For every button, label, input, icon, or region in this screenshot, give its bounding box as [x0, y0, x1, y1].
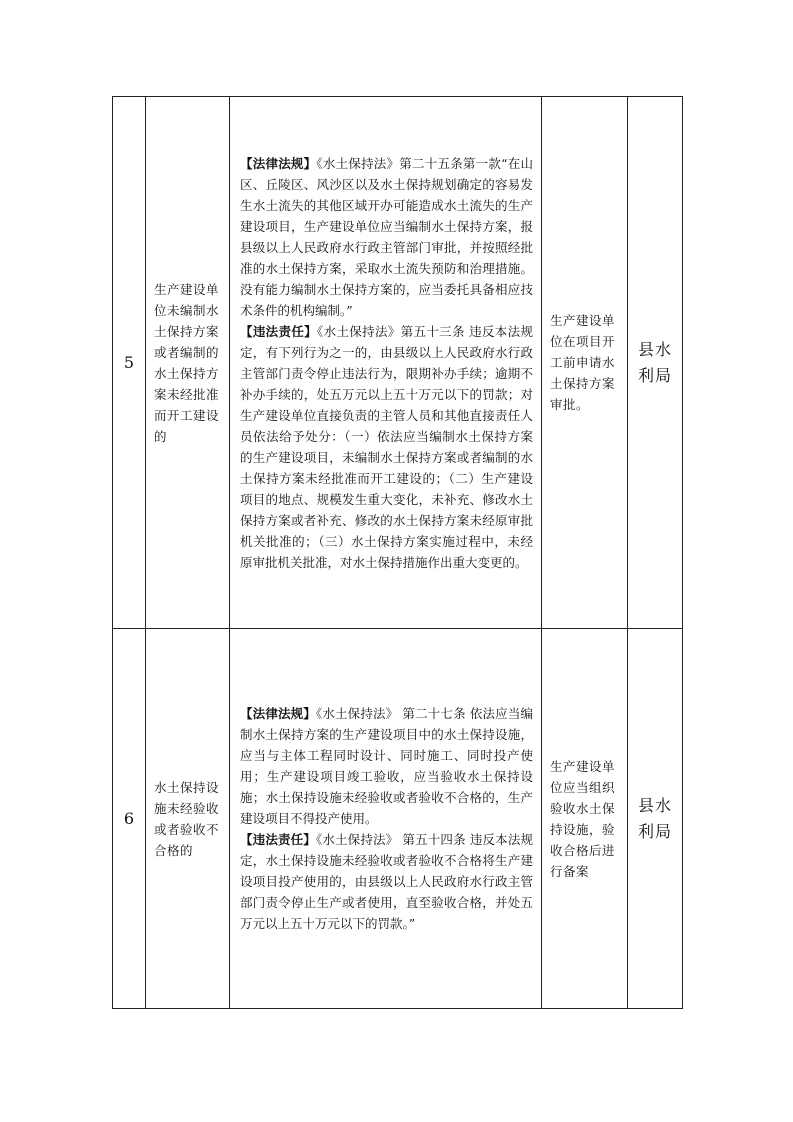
- legal-basis-cell: [230, 629, 542, 1009]
- legal-basis-cell: [230, 97, 542, 629]
- violation-item: 生产建设单位未编制水土保持方案或者编制的水土保持方案未经批准而开工建设的: [146, 97, 230, 629]
- requirement-cell: 生产建设单位在项目开工前申请水土保持方案审批。: [542, 97, 628, 629]
- department-cell: 县水利局: [628, 97, 683, 629]
- violation-item: 水土保持设施未经验收或者验收不合格的: [146, 629, 230, 1009]
- liability-paragraph: [240, 321, 533, 573]
- liability-tag: 【违法责任】: [240, 323, 318, 339]
- law-tag: 【法律法规】: [240, 706, 316, 721]
- table-row: [113, 629, 683, 1009]
- regulation-table: [112, 96, 683, 1009]
- law-text: 《水土保持法》第二十五条第一款“在山区、丘陵区、风沙区以及水土保持规划确定的容易发生水土流失的其他区域开办可能造成水土流失的生产建设项目，生产建设单位应当编制水土保持方案，报县级以上人民政府水行政主管部门审批，并按照经批准的水土保持方案，采取水土流失预防和治理措施。没有能力编制水土保持方案的，应当委托具备相应技术条件的机构编制。”: [240, 155, 533, 318]
- law-tag: 【法律法规】: [240, 155, 317, 171]
- liability-paragraph: [240, 829, 533, 934]
- liability-text: 《水土保持法》第五十三条 违反本法规定，有下列行为之一的，由县级以上人民政府水行政主管部门责令停止违法行为，限期补办手续；逾期不补办手续的，处五万元以上五十万元以下的罚款；对生产建设单位直接负责的主管人员和其他直接责任人员依法给予处分：（一）依法应当编制水土保持方案的生产建设项目，未编制水土保持方案或者编制的水土保持方案未经批准而开工建设的；（二）生产建设项目的地点、规模发生重大变化，未补充、修改水土保持方案或者补充、修改的水土保持方案未经原审批机关批准的；（三）水土保持方案实施过程中，未经原审批机关批准，对水土保持措施作出重大变更的。: [240, 323, 533, 570]
- liability-text: 《水土保持法》 第五十四条 违反本法规定，水土保持设施未经验收或者验收不合格将生产建设项目投产使用的，由县级以上人民政府水行政主管部门责令停止生产或者使用，直至验收合格，并处五万元以上五十万元以下的罚款。”: [240, 832, 533, 931]
- liability-tag: 【违法责任】: [240, 832, 316, 847]
- department-cell: 县水利局: [628, 629, 683, 1009]
- row-number: 5: [113, 97, 146, 629]
- table-row: [113, 97, 683, 629]
- requirement-cell: 生产建设单位应当组织验收水土保持设施，验收合格后进行备案: [542, 629, 628, 1009]
- row-number: 6: [113, 629, 146, 1009]
- law-paragraph: [240, 153, 533, 321]
- law-text: 《水土保持法》 第二十七条 依法应当编制水土保持方案的生产建设项目中的水土保持设施，应当与主体工程同时设计、同时施工、同时投产使用；生产建设项目竣工验收，应当验收水土保持设施；水土保持设施未经验收或者验收不合格的，生产建设项目不得投产使用。: [240, 706, 533, 826]
- law-paragraph: [240, 703, 533, 829]
